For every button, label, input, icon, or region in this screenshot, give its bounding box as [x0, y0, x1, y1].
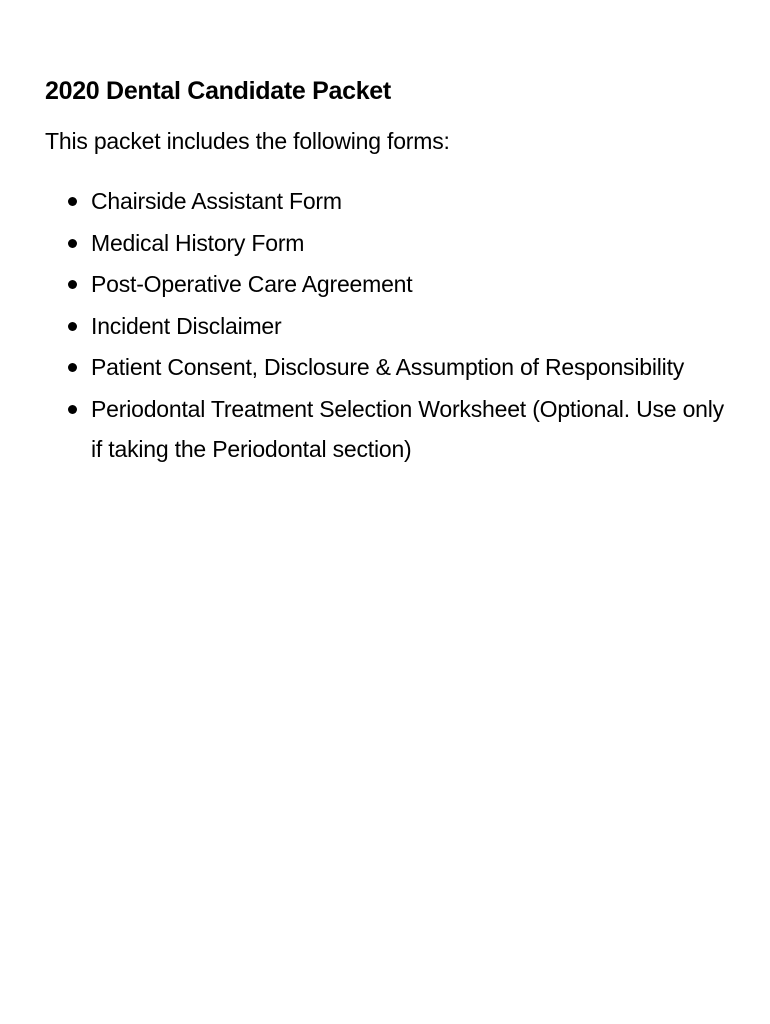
intro-text: This packet includes the following forms: [45, 128, 450, 154]
bullet-icon [68, 322, 77, 331]
document-title: 2020 Dental Candidate Packet [45, 77, 391, 105]
bullet-icon [68, 197, 77, 206]
forms-list [45, 181, 735, 471]
list-item-label: Patient Consent, Disclosure & Assumption of Responsibility [91, 354, 685, 380]
list-item-label: Periodontal Treatment Selection Worksheet (Optional. Use only if taking the Periodontal section) [91, 395, 724, 462]
list-item-chairside-assistant-form [45, 181, 735, 222]
list-item-incident-disclaimer [45, 306, 735, 347]
list-item-label: Incident Disclaimer [91, 312, 282, 339]
bullet-icon [68, 280, 77, 289]
list-item-medical-history-form [45, 223, 735, 264]
list-item-periodontal-worksheet [45, 389, 735, 470]
bullet-icon [68, 363, 77, 372]
list-item-patient-consent [45, 347, 735, 388]
list-item-label: Post-Operative Care Agreement [91, 271, 413, 297]
bullet-icon [68, 405, 77, 414]
list-item-label: Chairside Assistant Form [91, 188, 342, 214]
bullet-icon [68, 239, 77, 248]
list-item-post-operative-care-agreement [45, 264, 735, 305]
list-item-label: Medical History Form [91, 229, 305, 256]
